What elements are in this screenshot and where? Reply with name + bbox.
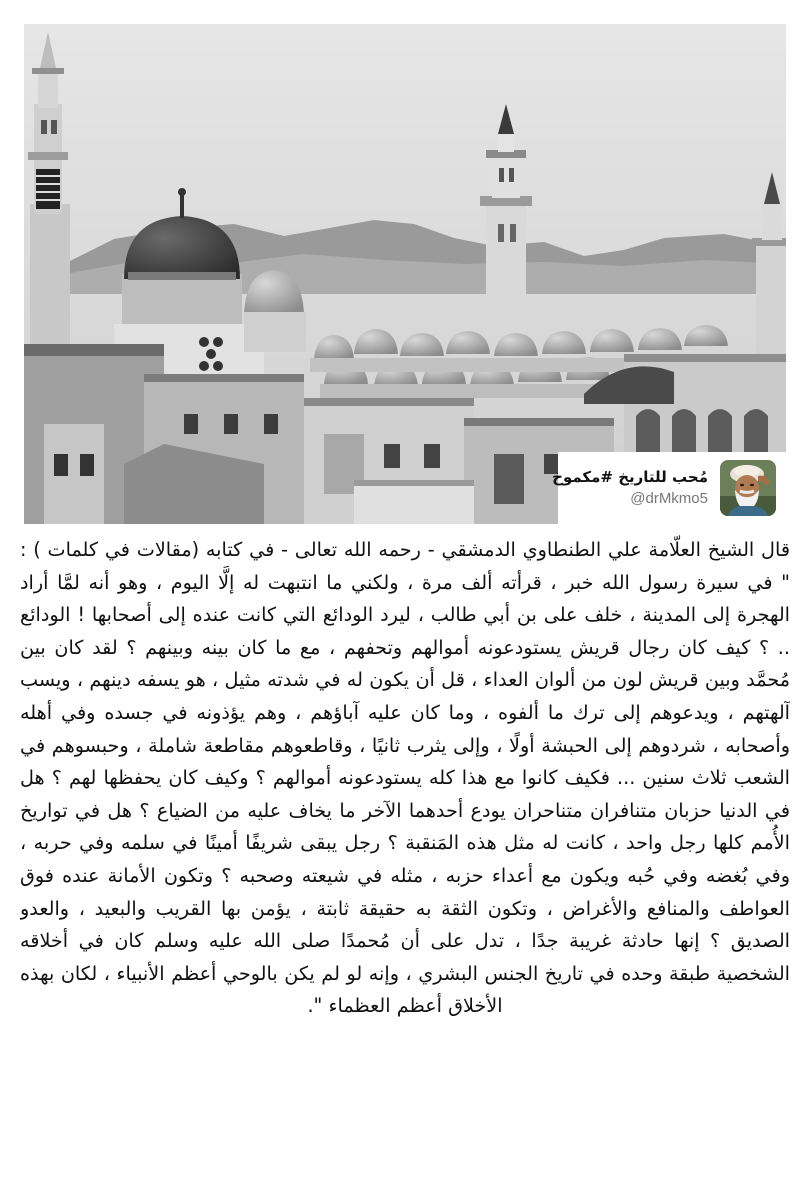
historic-mosque-photo-icon: [24, 24, 786, 524]
account-text: [552, 467, 708, 509]
account-display-name[interactable]: مُحب للتاريخ #مكموخ: [552, 468, 708, 486]
quote-text: قال الشيخ العلّامة علي الطنطاوي الدمشقي - رحمه الله تعالى - في كتابه (مقالات في كلمات ) : " في سيرة رسول الله خبر ، قرأته ألف مرة ، ولكني ما انتبهت له إلَّا اليوم ، وهو أنه لمَّا أراد الهجرة إلى المدينة ، خلف على بن أبي طالب ، ليرد الودائع التي كانت عنده إلى أصحابها ! الودائع .. ؟ كيف كان رجال قريش يستودعونه أموالهم وتحفهم ، مع ما كان بينه وبينهم ؟ لقد كان بين مُحمَّد وبين قريش لون من ألوان العداء ، قل أن يكون له في شدته مثيل ، هو يسفه دينهم ، ويسب آلهتهم ، ويدعوهم إلى ترك ما ألفوه ، وما كان عليه آباؤهم ، وهم يؤذونه في جسده وفي أهله وأصحابه ، شردوهم إلى الحبشة أولًا ، وإلى يثرب ثانيًا ، وقاطعوهم مقاطعة شاملة ، وحبسوهم في الشعب ثلاث سنين ... فكيف كانوا مع هذا كله يستودعونه أموالهم ؟ وكيف كان يحفظها لهم ؟ هل في الدنيا حزبان متنافران متناحران يودع أحدهما الآخر ما يخاف عليه من الضياع ؟ هل في تواريخ الأُمم كلها رجل واحد ، كانت له مثل هذه المَنقبة ؟ رجل يبقى شريفًا أمينًا في سلمه وفي حربه ، وفي بُغضه وفي حُبه ويكون مع أعداء حزبه ، مثله في شيعته وصحبه ؟ وتكون الأمانة عنده فوق العواطف والمنافع والأغراض ، وتكون الثقة به حقيقة ثابتة ، يؤمن بها القريب والبعيد ، والعدو الصديق ؟ إنها حادثة غريبة جدًا ، تدل على أن مُحمدًا صلى الله عليه وسلم كان في أخلاقه الشخصية طبقة وحده في تاريخ الجنس البشري ، وإنه لو لم يكن بالوحي أعظم الأنبياء ، لكان بهذه الأخلاق أعظم العظماء ".: [20, 538, 790, 1018]
account-handle[interactable]: @drMkmo5: [630, 490, 708, 507]
elderly-man-avatar-icon: [720, 460, 776, 516]
mosque-photograph: [24, 24, 786, 524]
avatar[interactable]: [720, 460, 776, 516]
account-card[interactable]: [552, 452, 786, 524]
